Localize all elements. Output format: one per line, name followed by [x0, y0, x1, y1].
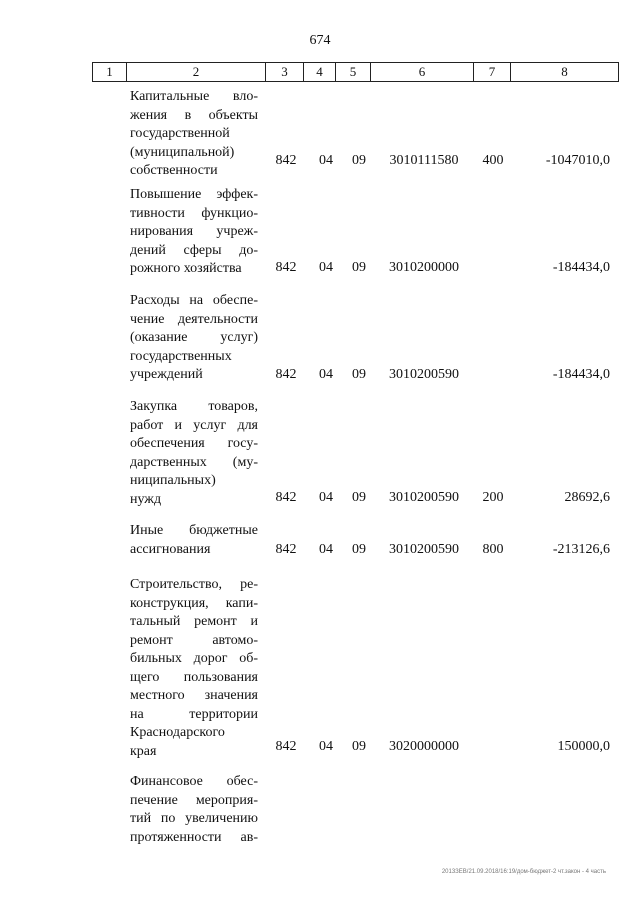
description-line: тальный ремонт и: [130, 614, 258, 629]
page-number: 674: [309, 33, 331, 48]
description-line: края: [130, 743, 157, 759]
column-header-1: 1: [93, 63, 127, 82]
row-description: [130, 88, 258, 181]
description-line: нужд: [130, 491, 162, 507]
column-header-8: 8: [511, 63, 619, 82]
cell-ministry-code: 842: [275, 260, 297, 275]
description-line: печение мероприя-: [130, 792, 258, 808]
cell-subsection: 09: [352, 153, 366, 168]
cell-amount: -184434,0: [552, 367, 610, 382]
description-line: дений сферы до-: [130, 242, 258, 258]
cell-target-article: 3010200590: [389, 367, 459, 382]
cell-subsection: 09: [352, 542, 366, 557]
cell-subsection: 09: [352, 260, 366, 275]
document-footer-stamp: 2013ЗЕВ/21.09.2018/16:19/дом-бюджет-2 чт.закон - 4 часть: [441, 869, 606, 875]
description-line: государственной: [130, 126, 230, 141]
description-line: Строительство, ре-: [130, 577, 258, 592]
description-line: чение деятельности: [130, 311, 258, 327]
cell-target-article: 3010200590: [389, 542, 459, 557]
description-line: тий по увеличению: [130, 811, 258, 826]
description-line: дарственных (му-: [130, 454, 258, 470]
description-line: ремонт автомо-: [130, 632, 258, 648]
cell-amount: -213126,6: [552, 542, 610, 557]
description-line: рожного хозяйства: [130, 261, 242, 276]
description-line: нирования учреж-: [130, 224, 258, 239]
description-line: тивности функцио-: [130, 205, 258, 221]
cell-target-article: 3010200590: [389, 490, 459, 505]
cell-target-article: 3010200000: [389, 260, 459, 275]
description-line: Закупка товаров,: [130, 399, 258, 414]
description-line: работ и услуг для: [130, 417, 258, 433]
description-line: Финансовое обес-: [130, 774, 258, 789]
row-description: [130, 398, 258, 509]
description-line: щего пользования: [130, 669, 258, 685]
description-line: обеспечения госу-: [130, 436, 258, 451]
cell-subsection: 09: [352, 490, 366, 505]
description-line: учреждений: [130, 367, 203, 382]
description-line: местного значения: [130, 688, 258, 703]
cell-amount: -1047010,0: [545, 153, 610, 168]
description-line: протяженности ав-: [130, 829, 258, 845]
description-line: жения в объекты: [130, 107, 258, 123]
description-line: ниципальных): [130, 473, 216, 488]
cell-section: 04: [319, 739, 333, 754]
description-line: (муниципальной): [130, 144, 235, 160]
cell-section: 04: [319, 542, 333, 557]
description-line: собственности: [130, 163, 218, 178]
cell-ministry-code: 842: [275, 542, 297, 557]
description-line: государственных: [130, 348, 232, 364]
description-line: конструкция, капи-: [130, 595, 258, 611]
column-header-2: 2: [127, 63, 266, 82]
column-header-4: 4: [304, 63, 336, 82]
column-header-5: 5: [336, 63, 371, 82]
cell-amount: 150000,0: [557, 739, 610, 754]
description-line: Краснодарского: [130, 725, 225, 740]
description-line: Иные бюджетные: [130, 523, 258, 538]
cell-ministry-code: 842: [275, 367, 297, 382]
description-line: Повышение эффек-: [130, 187, 258, 202]
column-header-3: 3: [266, 63, 304, 82]
row-description: [130, 773, 258, 847]
cell-subsection: 09: [352, 739, 366, 754]
column-header-7: 7: [474, 63, 511, 82]
cell-ministry-code: 842: [275, 739, 297, 754]
cell-target-article: 3020000000: [389, 739, 459, 754]
cell-section: 04: [319, 490, 333, 505]
row-description: [130, 522, 258, 559]
row-description: [130, 186, 258, 279]
cell-ministry-code: 842: [275, 490, 297, 505]
cell-expense-type: 200: [482, 490, 504, 505]
description-line: бильных дорог об-: [130, 651, 258, 666]
cell-amount: 28692,6: [564, 490, 610, 505]
cell-expense-type: 400: [482, 153, 504, 168]
cell-ministry-code: 842: [275, 153, 297, 168]
cell-amount: -184434,0: [552, 260, 610, 275]
description-line: на территории: [130, 706, 258, 722]
cell-section: 04: [319, 260, 333, 275]
row-description: [130, 576, 258, 761]
cell-section: 04: [319, 153, 333, 168]
cell-subsection: 09: [352, 367, 366, 382]
cell-target-article: 3010111580: [389, 153, 459, 168]
description-line: ассигнования: [130, 541, 211, 557]
cell-section: 04: [319, 367, 333, 382]
row-description: [130, 292, 258, 385]
cell-expense-type: 800: [482, 542, 504, 557]
description-line: Капитальные вло-: [130, 89, 258, 104]
description-line: Расходы на обеспе-: [130, 293, 258, 308]
description-line: (оказание услуг): [130, 330, 258, 345]
column-header-6: 6: [371, 63, 474, 82]
